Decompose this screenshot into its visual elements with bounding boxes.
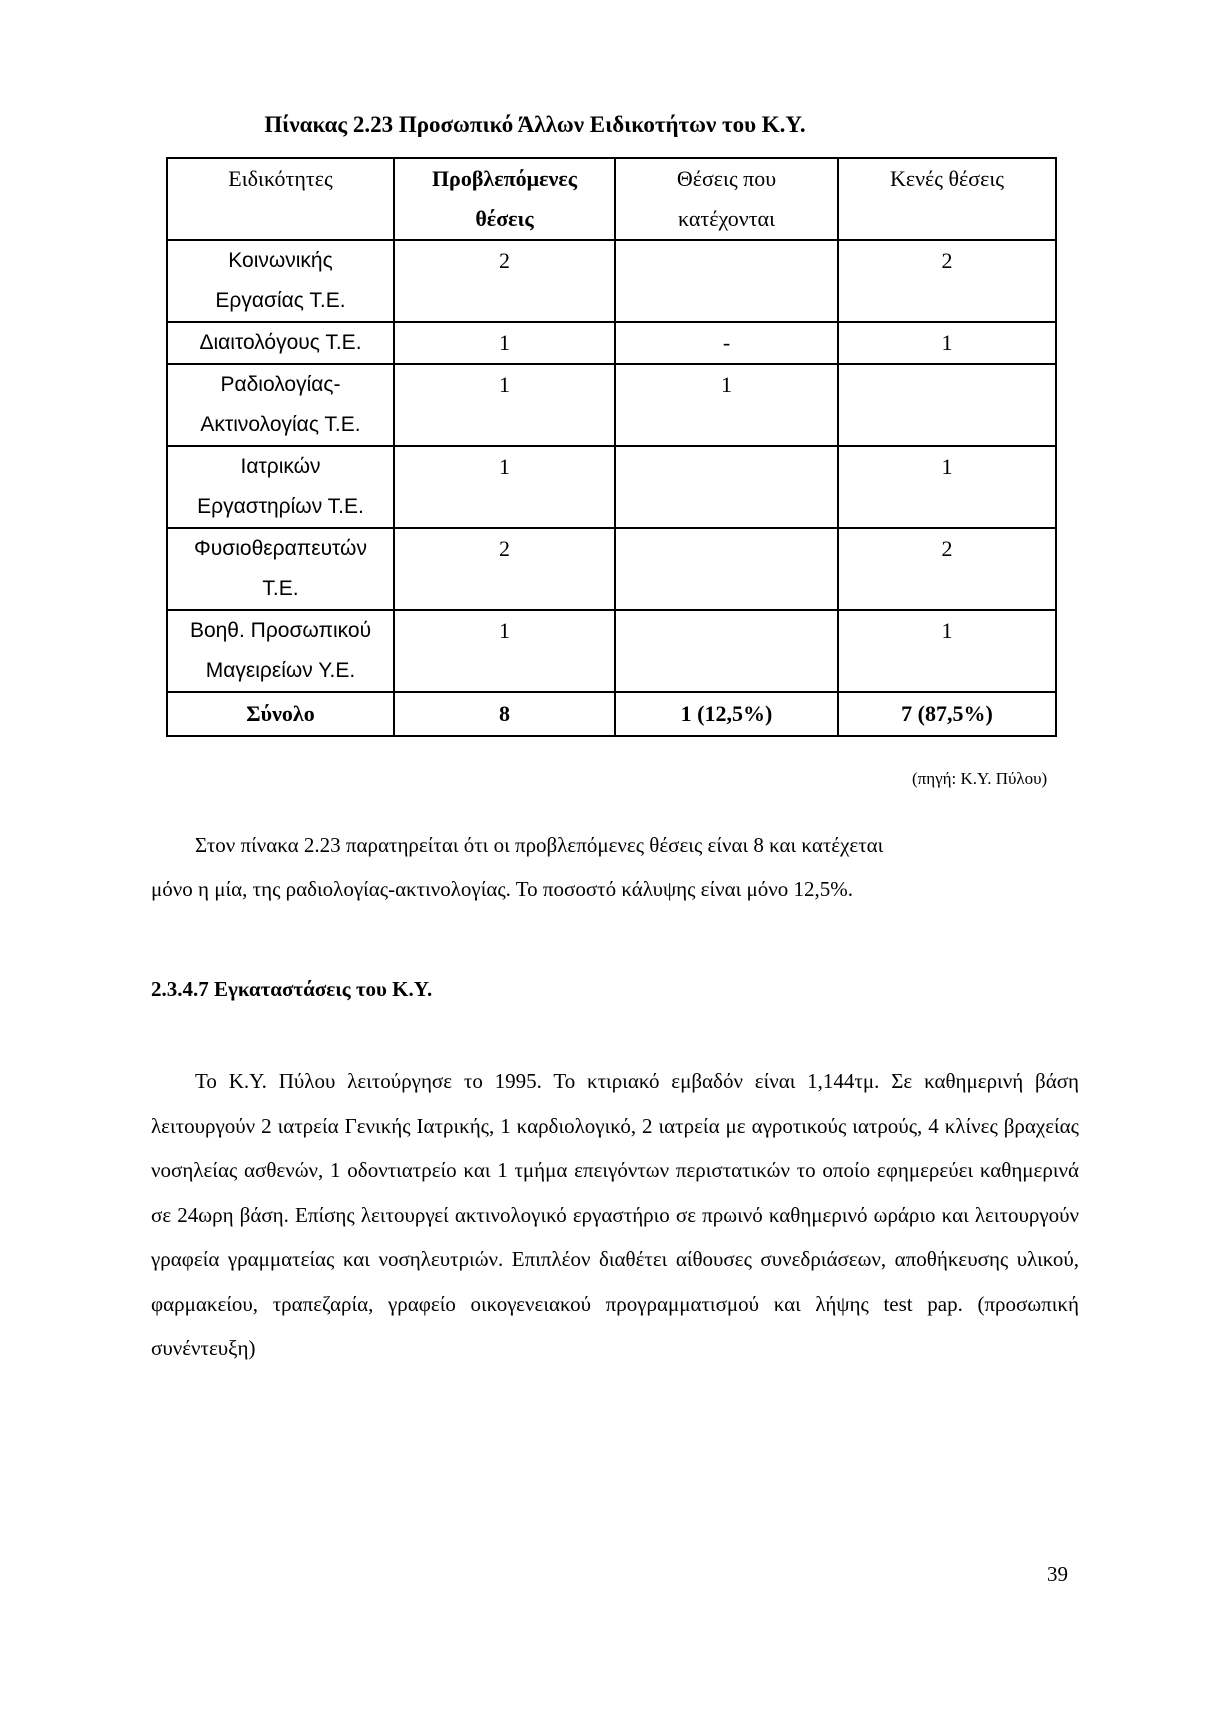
specialty-line1: Κοινωνικής bbox=[228, 249, 333, 272]
specialty-cell bbox=[167, 446, 394, 528]
specialty-cell bbox=[167, 240, 394, 322]
held-cell bbox=[615, 240, 838, 322]
section-heading: 2.3.4.7 Εγκαταστάσεις του Κ.Υ. bbox=[151, 977, 433, 1001]
planned-cell: 1 bbox=[394, 364, 615, 446]
vacant-cell: 1 bbox=[838, 610, 1056, 692]
specialty-line1: Ραδιολογίας- bbox=[220, 373, 341, 396]
table-row bbox=[167, 446, 1056, 528]
header-vacant bbox=[838, 158, 1056, 240]
held-cell bbox=[615, 528, 838, 610]
table-row bbox=[167, 322, 1056, 364]
specialty-line2: Εργαστηρίων Τ.Ε. bbox=[197, 495, 364, 518]
specialty-line1: Φυσιοθεραπευτών bbox=[194, 537, 367, 560]
vacant-cell bbox=[838, 364, 1056, 446]
header-planned-line1: Προβλεπόμενες bbox=[431, 166, 578, 191]
total-row bbox=[167, 692, 1056, 736]
header-held bbox=[615, 158, 838, 240]
total-vacant: 7 (87,5%) bbox=[838, 692, 1056, 736]
held-cell: 1 bbox=[615, 364, 838, 446]
header-specialty bbox=[167, 158, 394, 240]
planned-cell: 1 bbox=[394, 322, 615, 364]
table-header-row bbox=[167, 158, 1056, 240]
specialty-line2: Εργασίας Τ.Ε. bbox=[215, 289, 346, 312]
header-planned-line2: θέσεις bbox=[475, 206, 534, 231]
specialty-line1: Βοηθ. Προσωπικού bbox=[189, 619, 372, 642]
specialty-cell bbox=[167, 364, 394, 446]
vacant-cell: 1 bbox=[838, 446, 1056, 528]
page-number: 39 bbox=[1047, 1562, 1068, 1586]
header-held-line2: κατέχονται bbox=[677, 206, 775, 231]
held-cell bbox=[615, 610, 838, 692]
header-held-line1: Θέσεις που bbox=[676, 166, 777, 191]
paragraph-1-line-2: μόνο η μία, της ραδιολογίας-ακτινολογίας. Το ποσοστό κάλυψης είναι μόνο 12,5%. bbox=[151, 877, 854, 901]
source-note: (πηγή: Κ.Υ. Πύλου) bbox=[912, 769, 1048, 788]
specialty-cell bbox=[167, 322, 394, 364]
specialty-line2: Ακτινολογίας Τ.Ε. bbox=[200, 413, 361, 436]
staff-table bbox=[166, 157, 1057, 737]
vacant-cell: 2 bbox=[838, 240, 1056, 322]
specialty-line2: Τ.Ε. bbox=[262, 577, 299, 600]
table-row bbox=[167, 528, 1056, 610]
specialty-cell bbox=[167, 610, 394, 692]
planned-cell: 1 bbox=[394, 610, 615, 692]
paragraph-1-line-1: Στον πίνακα 2.23 παρατηρείται ότι οι προβλεπόμενες θέσεις είναι 8 και κατέχεται bbox=[195, 833, 884, 857]
held-cell: - bbox=[615, 322, 838, 364]
specialty-line1: Ιατρικών bbox=[240, 455, 321, 478]
header-vacant-label: Κενές θέσεις bbox=[889, 166, 1005, 191]
specialty-cell bbox=[167, 528, 394, 610]
header-specialty-label: Ειδικότητες bbox=[228, 166, 333, 191]
planned-cell: 1 bbox=[394, 446, 615, 528]
vacant-cell: 1 bbox=[838, 322, 1056, 364]
paragraph-1 bbox=[151, 823, 1079, 911]
specialty-line1: Διαιτολόγους Τ.Ε. bbox=[199, 331, 362, 354]
planned-cell: 2 bbox=[394, 528, 615, 610]
table-row bbox=[167, 240, 1056, 322]
total-held: 1 (12,5%) bbox=[615, 692, 838, 736]
header-planned bbox=[394, 158, 615, 240]
table-row bbox=[167, 610, 1056, 692]
paragraph-2: Το Κ.Υ. Πύλου λειτούργησε το 1995. Το κτιριακό εμβαδόν είναι 1,144τμ. Σε καθημερινή βάση λειτουργούν 2 ιατρεία Γενικής Ιατρικής, 1 καρδιολογικό, 2 ιατρεία με αγροτικούς ιατρούς, 4 κλίνες βραχείας νοσηλείας ασθενών, 1 οδοντιατρείο και 1 τμήμα επειγόντων περιστατικών το οποίο εφημερεύει καθημερινά σε 24ωρη βάση. Επίσης λειτουργεί ακτινολογικό εργαστήριο σε πρωινό καθημερινό ωράριο και λειτουργούν γραφεία γραμματείας και νοσηλευτριών. Επιπλέον διαθέτει αίθουσες συνεδριάσεων, αποθήκευσης υλικού, φαρμακείου, τραπεζαρία, γραφείο οικογενειακού προγραμματισμού και λήψης test pap. (προσωπική συνέντευξη) bbox=[151, 1069, 1079, 1360]
planned-cell: 2 bbox=[394, 240, 615, 322]
vacant-cell: 2 bbox=[838, 528, 1056, 610]
specialty-line2: Μαγειρείων Υ.Ε. bbox=[205, 659, 356, 682]
total-label: Σύνολο bbox=[167, 692, 394, 736]
total-planned: 8 bbox=[394, 692, 615, 736]
table-title: Πίνακας 2.23 Προσωπικό Άλλων Ειδικοτήτων του Κ.Υ. bbox=[264, 112, 806, 137]
table-row bbox=[167, 364, 1056, 446]
held-cell bbox=[615, 446, 838, 528]
